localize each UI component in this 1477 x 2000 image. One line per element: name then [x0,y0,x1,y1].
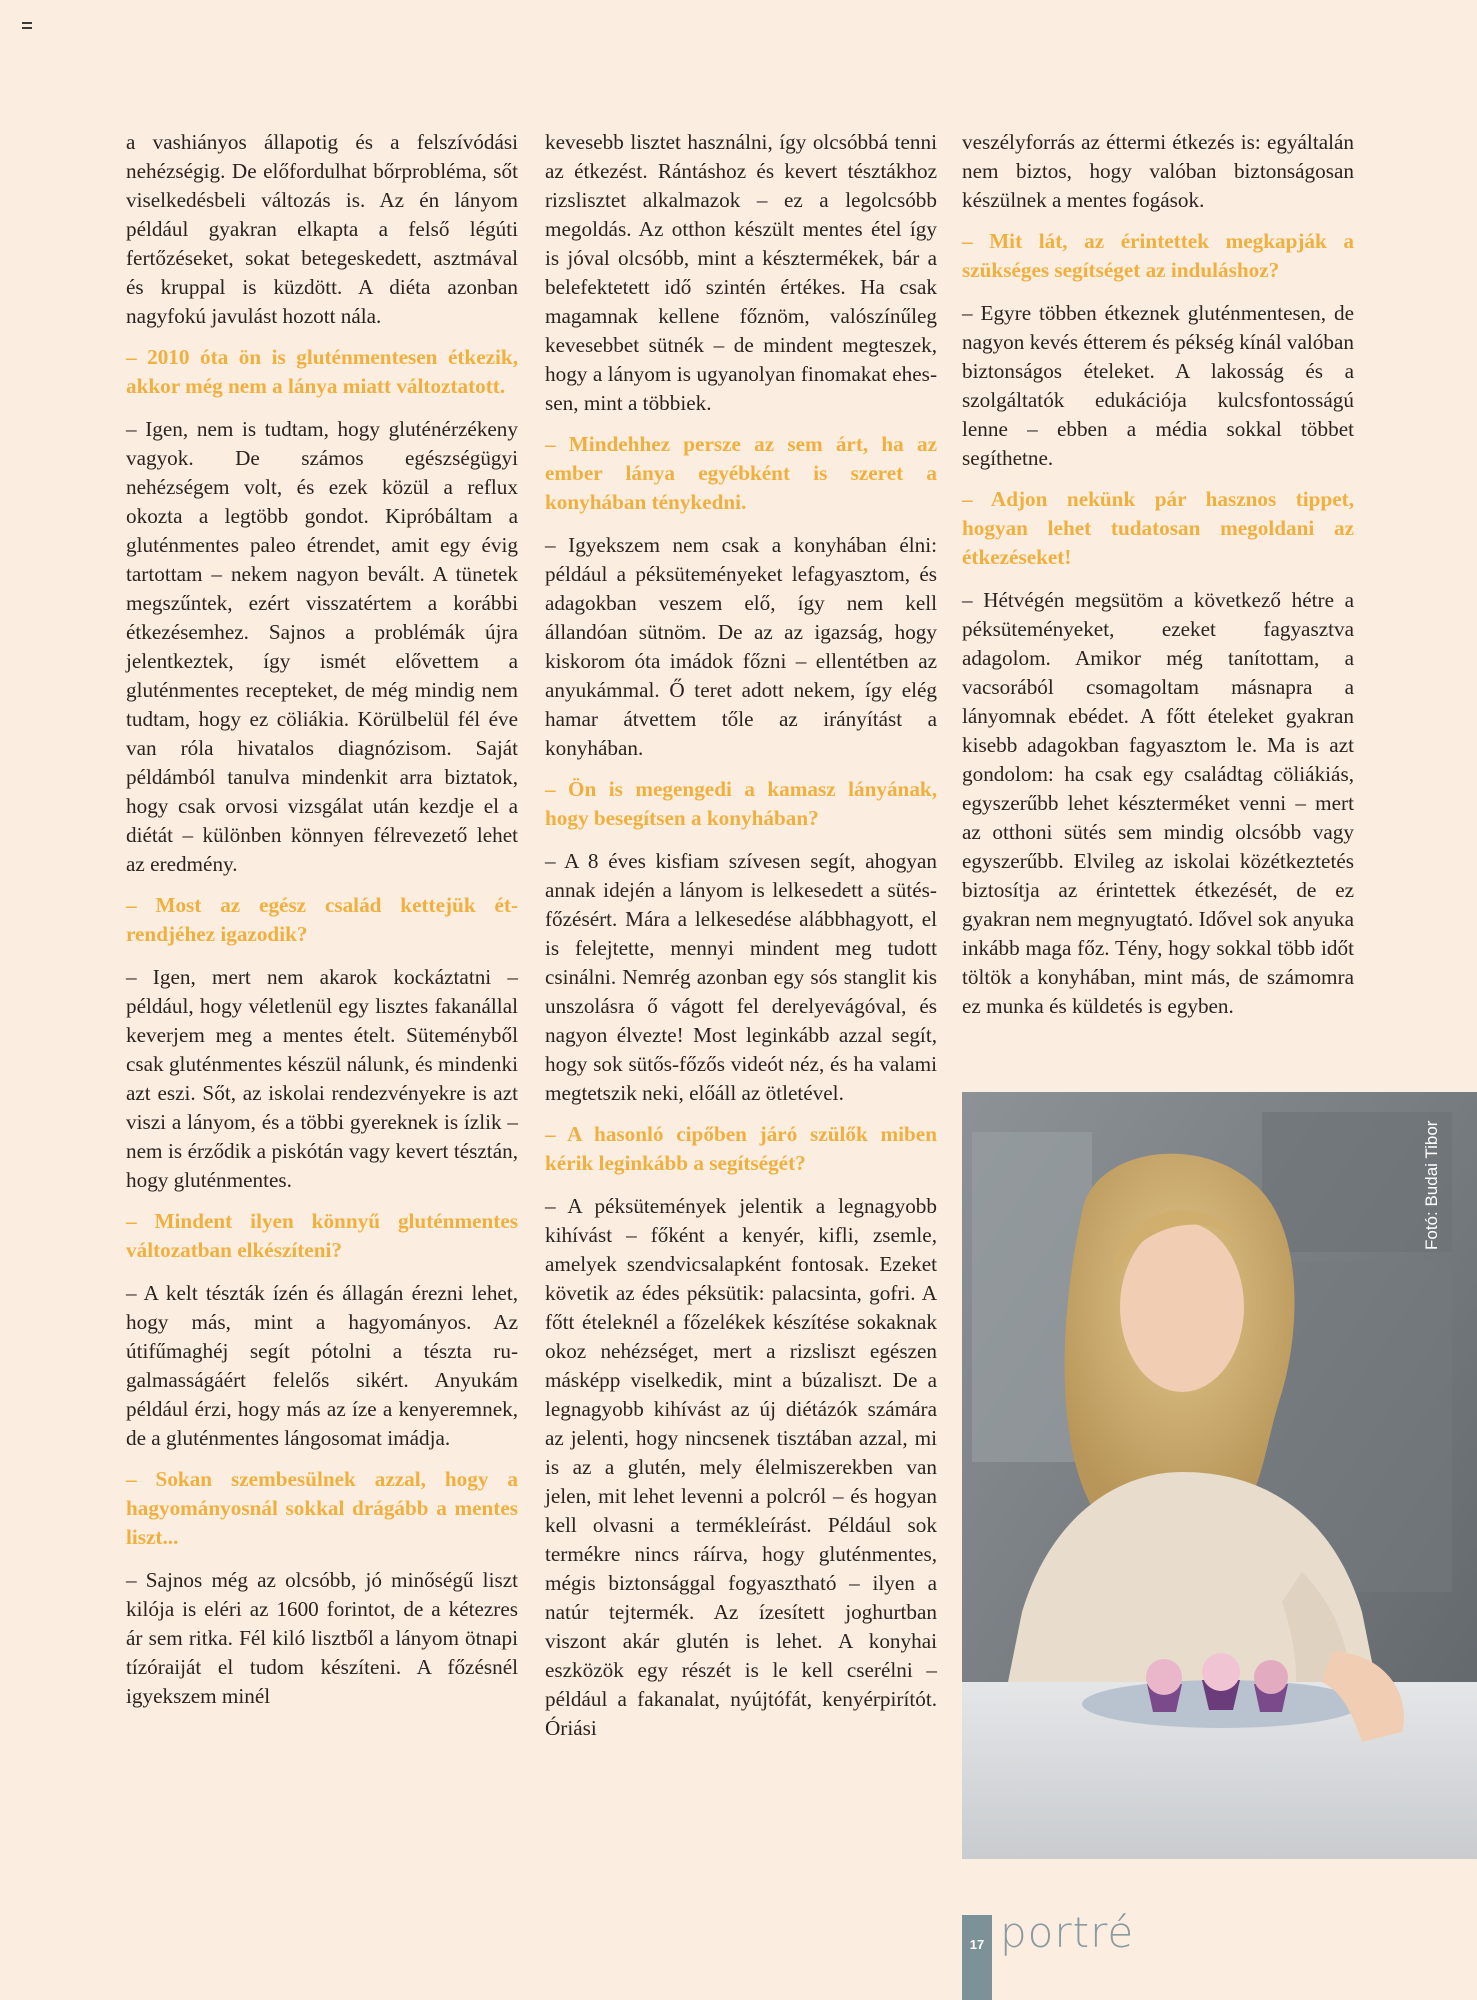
interview-question: – Sokan szembesülnek azzal, hogy a hagyományosnál sokkal drágább a mentes liszt... [126,1467,518,1549]
interview-question: – Mit lát, az érintettek megkapják a szükséges segítséget az induláshoz? [962,229,1354,282]
page-number: 17 [962,1915,992,2000]
interview-answer: – Igen, mert nem akarok kockáztatni – például, hogy véletlenül egy lisztes fakanállal keverjem meg a mentes ételt. Süteményből csak gluténmentes készül nálunk, és mindenki azt eszi. Sőt, az iskolai rendezvényekre is azt viszi a lányom, és a többi gyereknek is ízlik – nem is érződik a piskótán vagy kevert tésztán, hogy gluténmentes. [126,965,518,1192]
interview-answer: – Igyekszem nem csak a konyhában élni: például a péksüteményeket lefagyasztom, és adagokban veszem elő, így nem kell állandóan sütnöm. De az az igazság, hogy kiskorom óta imádok főzni – ellentétben az anyukámmal. Ő teret adott nekem, így elég hamar átvettem tőle az irányítást a konyhában. [545,533,937,760]
interview-question: – A hasonló cipőben járó szülők miben kérik leginkább a segítségét? [545,1122,937,1175]
interview-answer: – A péksütemények jelentik a legnagyobb kihívást – főként a kenyér, kifli, zsemle, amelyek szendvicsalapként fontosak. Ezeket követik az édes péksütik: palacsinta, gofri. A főtt ételeknél a főzelékek készítése sokaknak okoz nehézséget, mert a rizsliszt egészen másképp viselkedik, mint a búzaliszt. De a legnagyobb kihívást az új diétázók számára az jelenti, hogy nincsenek tisztában azzal, mi is az a glutén, mely élelmiszerekben van jelen, mit lehet levenni a polcról – és hogyan kell olvasni a termékleírást. Például sok termékre nincs ráírva, hogy gluténmentes, mégis biztonsággal fogyasztható – ilyen a natúr tejtermék. Az ízesített joghurtban viszont akár glutén is lehet. A konyhai eszközök egy részét is le kell cserélni – például a fakanalat, nyújtófát, kenyérpirítót. Óriási [545,1194,937,1740]
article-column-3 [962,128,1354,1033]
article-column-2 [545,128,937,1755]
interview-answer: a vashiányos állapotig és a felszívódási nehézségig. De előfordulhat bőrprobléma, sőt viselkedésbeli változás is. Az én lányom például gyakran elkapta a felső légúti fertőzéseket, sokat betegeskedett, asztmával és kruppal is küzdött. A diéta azonban nagyfokú javulást hozott nála. [126,130,518,328]
interview-answer: – Egyre többen étkeznek gluténmentesen, de nagyon kevés étterem és pékség kínál valóban biztonságos ételeket. A lakosság és a szolgáltatók edukációja kulcsfontosságú lenne – ebben a média sokkal többet segíthetne. [962,301,1354,470]
section-title: portré [1000,1908,1135,1957]
menu-icon[interactable] [22,22,32,29]
interview-question: – Mindehhez persze az sem árt, ha az ember lánya egyébként is szeret a konyhában ténykedni. [545,432,937,514]
interview-answer: – A kelt tészták ízén és állagán érezni lehet, hogy más, mint a hagyományos. Az útifűmaghéj segít pótolni a tészta rugalmasságáért felelős sikért. Anyukám például érzi, hogy más az íze a kenyeremnek, de a gluténmentes lángosomat imádja. [126,1281,518,1450]
interview-question: – Ön is megengedi a kamasz lányának, hogy besegítsen a konyhában? [545,777,937,830]
interview-answer: – Sajnos még az olcsóbb, jó minőségű liszt kilója is eléri az 1600 forintot, de a kétezres ár sem ritka. Fél kiló lisztből a lányom ötnapi tízóraiját el tudom készíteni. A főzésnél igyekszem minél [126,1568,518,1708]
interview-answer: – Hétvégén megsütöm a következő hétre a péksüteményeket, ezeket fagyasztva adagolom. Amikor még tanítottam, a vacsorából csomagoltam másnapra a lányomnak ebédet. A főtt ételeket gyakran kisebb adagokban fagyasztom le. Ma is azt gondolom: ha csak egy családtag cöliákiás, egyszerűbb lehet készterméket venni – mert az otthoni sütés sem mindig olcsóbb vagy egyszerűbb. Elvileg az iskolai közétkeztetés biztosítja az érintettek étkezését, de ez gyakran nem megnyugtató. Idővel sok anyuka inkább maga főz. Tény, hogy sokkal több időt töltök a konyhában, mint más, de számomra ez munka és küldetés is egyben. [962,588,1354,1018]
article-column-1 [126,128,518,1723]
interview-question: – Mindent ilyen könnyű gluténmentes változatban elkészíteni? [126,1209,518,1262]
interview-answer: – Igen, nem is tudtam, hogy gluténérzékeny vagyok. De számos egészségügyi nehézségem volt, és ezek közül a reflux okozta a legtöbb gondot. Kipróbáltam a gluténmentes paleo étrendet, amit egy évig tartottam – nekem nagyon bevált. A tünetek megszűntek, ezért visszatértem a korábbi étkezésemhez. Sajnos a problémák újra jelentkeztek, így ismét elővettem a gluténmentes recepteket, de még mindig nem tudtam, hogy ez cöliákia. Körülbelül fél éve van róla hivatalos diagnózisom. Saját példámból tanulva mindenkit arra biztatok, hogy csak orvosi vizsgálat után kezdje el a diétát – különben könnyen félrevezető lehet az eredmény. [126,417,518,876]
interview-question: – Most az egész család kettejük étrendjéhez igazodik? [126,893,518,946]
interview-question: – Adjon nekünk pár hasznos tippet, hogyan lehet tudatosan megoldani az étkezéseket! [962,487,1354,569]
portrait-photo [962,1092,1477,1859]
interview-answer: – A 8 éves kisfiam szívesen segít, ahogyan annak idején a lányom is lelkesedett a sütés-főzésért. Mára a lelkesedése alábbhagyott, el is felejtette, mennyi mindent meg tudott csinálni. Nemrég azonban egy sós stanglit kis unszolásra ő vágott fel derelyevágóval, és nagyon élvezte! Most leginkább azzal segít, hogy sok sütős-főzős videót néz, és ha valami megtetszik neki, előáll az ötletével. [545,849,937,1105]
interview-answer: kevesebb lisztet használni, így olcsóbbá tenni az étkezést. Rántáshoz és kevert tésztákhoz rizslisztet alkalmazok – ez a legolcsóbb megoldás. Az otthon készült mentes étel így is jóval olcsóbb, mint a késztermékek, bár a belefektetett idő szintén értékes. Ha csak magamnak kellene főznöm, valószínűleg kevesebbet sütnék – de mindent megteszek, hogy a lányom is ugyanolyan finomakat ehessen, mint a többiek. [545,130,937,415]
interview-answer: veszélyforrás az éttermi étkezés is: egyáltalán nem biztos, hogy valóban biztonságosan készülnek a mentes fogások. [962,130,1354,212]
photo-credit: Fotó: Budai Tibor [1422,1120,1441,1250]
interview-question: – 2010 óta ön is gluténmentesen étkezik, akkor még nem a lánya miatt változtatott. [126,345,518,398]
